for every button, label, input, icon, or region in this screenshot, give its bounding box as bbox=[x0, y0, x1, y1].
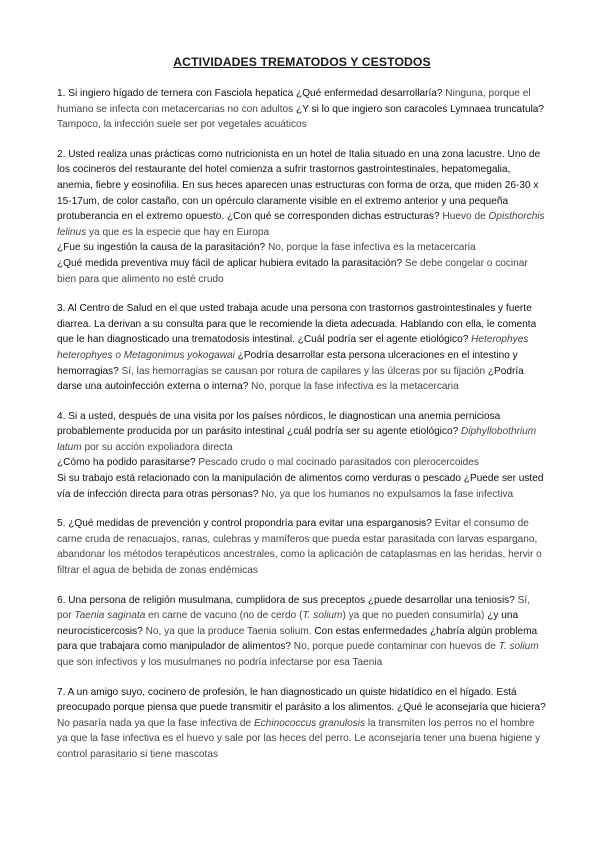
answer-text: que son infectivos y los musulmanes no podría infectarse por esa Taenia bbox=[57, 657, 383, 668]
question-text: 6. Una persona de religión musulmana, cumplidora de sus preceptos ¿puede desarrollar una teniosis? bbox=[57, 594, 518, 606]
answer-text: Diphyllobothrium latum bbox=[57, 426, 537, 453]
question-text: ¿Podría darse una autoinfección externa o interna? bbox=[57, 365, 524, 393]
answer-text: Tampoco, la infección suele ser por vegetales acuáticos bbox=[57, 119, 307, 131]
question-text: 1. Si ingiero hígado de ternera con Fasciola hepatica ¿Qué enfermedad desarrollaría? bbox=[57, 88, 446, 99]
page-title: ACTIVIDADES TREMATODOS Y CESTODOS bbox=[173, 55, 431, 69]
answer-text: Sí, las hemorragias se causan por rotura de capilares y las úlceras por su fijación bbox=[121, 365, 488, 377]
answer-text: en carne de vacuno (no de cerdo ( bbox=[145, 610, 303, 622]
question-text: 7. A un amigo suyo, cocinero de profesión, le han diagnosticado un quiste hidatídico en el hígado. Está preocupado porque piensa que puede transmitir el parásito a los alimentos. ¿Qué le aconsejaría que hiciera? bbox=[57, 686, 546, 714]
question-text: ¿y una neurocisticercosis? bbox=[57, 610, 519, 637]
answer-text: la transmiten los perros no el hombre ya que la fase infectiva es el huevo y sale por las heces del perro. Le aconsejaría tener una buena higiene y control parasitario si tiene mascotas bbox=[57, 717, 541, 760]
activity-3 bbox=[57, 301, 547, 395]
activity-list bbox=[57, 86, 547, 763]
answer-text: No, porque la fase infectiva es la metacercaria bbox=[251, 381, 459, 393]
answer-text: No, ya que la produce Taenia solium. bbox=[145, 625, 315, 637]
question-text: Si su trabajo está relacionado con la manipulación de alimentos como verduras o pescado ¿Puede ser usted vía de infección directa para otras personas? bbox=[57, 473, 544, 500]
answer-text: Huevo de bbox=[442, 211, 489, 223]
answer-text: Evitar el consumo de carne cruda de renacuajos, ranas, culebras y mamíferos que pueda estar parasitada con larvas espargano, abandonar los métodos terapéuticos ancestrales, como la aplicación de cataplasmas en las heridas, hervir o filtrar el agua de bebida de zonas endémicas bbox=[57, 518, 542, 577]
activity-2 bbox=[57, 147, 547, 287]
question-text: 3. Al Centro de Salud en el que usted trabaja acude una persona con trastornos gastrointestinales y fuerte diarrea. La derivan a su consulta para que le recomiende la dieta adecuada. Hablando con ella, le comenta que le han diagnosticado una trematodosis intestinal. ¿Cuál podría ser el agente etiológico? bbox=[57, 303, 537, 346]
answer-text: Ninguna, porque el humano se infecta con metacercarias no con adultos bbox=[57, 88, 531, 115]
answer-text: ya que es la especie que hay en Europa bbox=[86, 226, 270, 238]
answer-text: No, ya que los humanos no expulsamos la fase infectiva bbox=[261, 488, 514, 500]
activity-7 bbox=[57, 685, 547, 763]
answer-text: ) ya que no pueden consumirla) bbox=[342, 610, 488, 622]
question-text: ¿Cómo ha podido parasitarse? bbox=[57, 457, 199, 469]
answer-text: No, porque puede contaminar con huevos de bbox=[293, 641, 499, 653]
answer-text: T. solium bbox=[498, 641, 539, 653]
question-text: 2. Usted realiza unas prácticas como nutricionista en un hotel de Italia situado en una zona lacustre. Uno de los cocineros del restaurante del hotel comienza a sufrir trastornos gastrointestinales, hepatomegalia, anemia, fiebre y eosinofilia. En sus heces aparecen unas estructuras con forma de orza, que miden 26-30 x 15-17um, de color castaño, con un opérculo claramente visible en el extremo anterior y una pequeña protuberancia en el extremo opuesto. ¿Con qué se corresponden dichas estructuras? bbox=[57, 148, 541, 223]
answer-text: No pasaría nada ya que la fase infectiva de bbox=[57, 717, 254, 729]
question-text: Con estas enfermedades ¿habría algún problema para que trabajara como manipulador de alimentos? bbox=[57, 625, 538, 653]
answer-text: por su acción expoliadora directa bbox=[81, 441, 233, 453]
activity-6 bbox=[57, 593, 547, 671]
question-text: ¿Fue su ingestión la causa de la parasitación? bbox=[57, 242, 268, 254]
question-text: ¿Qué medida preventiva muy fácil de aplicar hubiera evitado la parasitación? bbox=[57, 257, 405, 269]
answer-text: Pescado crudo o mal cocinado parasitados con plerocercoides bbox=[198, 457, 479, 469]
question-text: 5. ¿Qué medidas de prevención y control propondría para evitar una esparganosis? bbox=[57, 518, 435, 530]
activity-1 bbox=[57, 86, 547, 133]
answer-text: Se debe congelar o cocinar bien para que alimento no esté crudo bbox=[57, 257, 528, 285]
answer-text: Sí, por bbox=[57, 594, 530, 622]
answer-text: Echinococcus granulosis bbox=[253, 717, 366, 729]
answer-text: Opisthorchis felinus bbox=[57, 211, 545, 238]
question-text: ¿Podría desarrollar esta persona ulceraciones en el intestino y hemorragias? bbox=[57, 349, 518, 377]
question-text: ¿Y si lo que ingiero son caracoles Lymnaea truncatula? bbox=[296, 103, 545, 115]
answer-text: No, porque la fase infectiva es la metacercaria bbox=[267, 242, 476, 254]
activity-5 bbox=[57, 516, 547, 578]
activity-4 bbox=[57, 409, 547, 503]
answer-text: T. solium bbox=[302, 610, 343, 622]
document-page bbox=[57, 55, 547, 777]
answer-text: Taenia saginata bbox=[74, 610, 146, 622]
question-text: 4. Si a usted, después de una visita por los países nórdicos, le diagnostican una anemia perniciosa probablemente producida por un parásito intestinal ¿cuál podría ser su agente etiológico? bbox=[57, 410, 501, 438]
answer-text: Heterophyes heterophyes o Metagonimus yokogawai bbox=[57, 334, 529, 361]
